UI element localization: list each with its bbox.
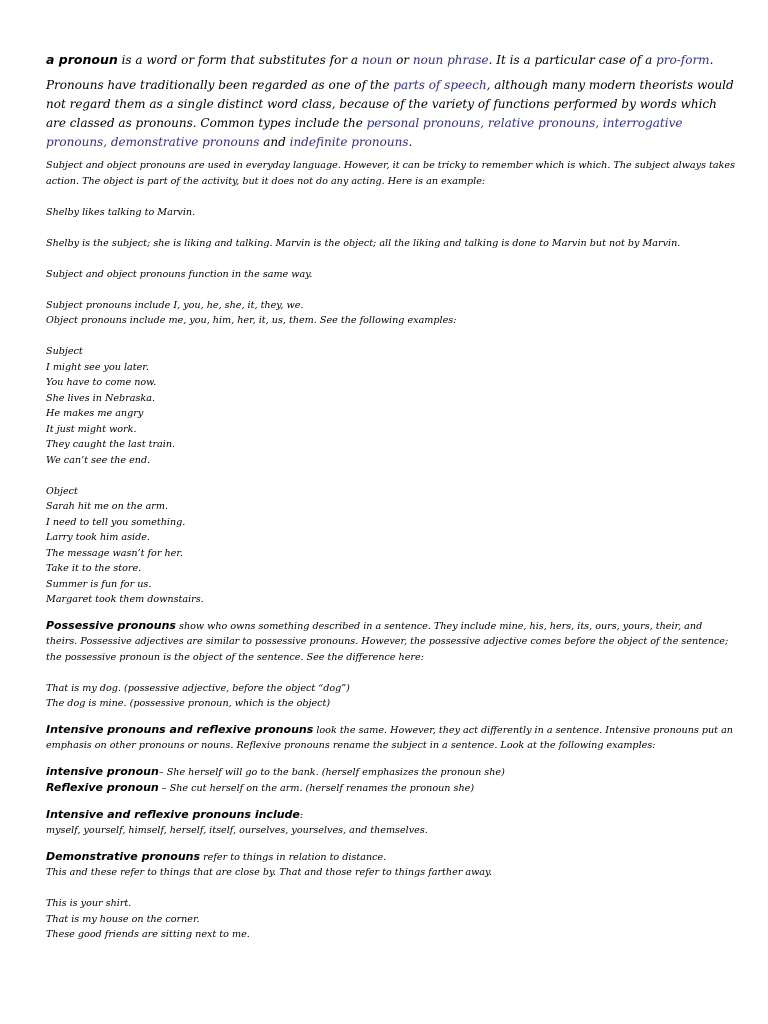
subject-example-line: We can’t see the end. xyxy=(46,454,151,466)
pronoun-types-link[interactable]: personal pronouns, relative pronouns, interrogative pronouns, demonstrative pronouns xyxy=(46,116,683,149)
subject-pronoun-list: Subject pronouns include I, you, he, she, it, they, we. xyxy=(46,299,304,311)
object-example-line: I need to tell you something. xyxy=(46,516,186,528)
reflexive-example: Reflexive pronoun – She cut herself on the arm. (herself renames the pronoun she) xyxy=(46,781,475,794)
demonstrative-paragraph: Demonstrative pronouns refer to things in relation to distance. xyxy=(46,849,387,863)
demonstrative-heading: Demonstrative pronouns xyxy=(46,849,201,863)
possessive-paragraph: Possessive pronouns show who owns something described in a sentence. They include mine, his, hers, its, ours, yours, their, and theirs. Possessive adjectives are similar to possessive pronouns. However, the possessive adjective comes before the object of the sentence; the possessive pronoun is the object of the sentence. See the difference here: xyxy=(46,618,729,663)
object-examples-label: Object xyxy=(46,485,78,497)
reflexive-example-head: Reflexive pronoun xyxy=(46,781,159,794)
subject-example-line: I might see you later. xyxy=(46,361,149,373)
parts-of-speech-link[interactable]: parts of speech xyxy=(393,78,487,92)
object-example-line: Sarah hit me on the arm. xyxy=(46,501,169,512)
intro-paragraph: a pronoun is a word or form that substitutes for a noun or noun phrase. It is a particular case of a pro-form. xyxy=(46,52,714,67)
subject-object-intro: Subject and object pronouns are used in everyday language. However, it can be tricky to remember which is which. The subject always takes action. The object is part of the activity, but it does not do any acting. Here is an example: xyxy=(46,160,736,187)
function-note: Subject and object pronouns function in the same way. xyxy=(46,268,313,280)
intensive-paragraph: Intensive pronouns and reflexive pronouns look the same. However, they act differently in a sentence. Intensive pronouns put an emphasis on other pronouns or nouns. Reflexive pronouns rename the subject in a sentence. Look at the following examples: xyxy=(46,722,733,751)
noun-link[interactable]: noun xyxy=(361,53,393,67)
intensive-example-head: intensive pronoun xyxy=(46,764,159,778)
object-example-line: Larry took him aside. xyxy=(46,532,150,543)
intensive-include-heading: Intensive and reflexive pronouns include: xyxy=(46,807,304,821)
object-example-line: Take it to the store. xyxy=(46,563,142,574)
pro-form-link[interactable]: pro-form xyxy=(656,53,710,67)
possessive-example: That is my dog. (possessive adjective, before the object “dog”) xyxy=(46,682,350,694)
demonstrative-distance-note: This and these refer to things that are close by. That and those refer to things farther away. xyxy=(46,867,493,878)
demonstrative-example: These good friends are sitting next to me. xyxy=(46,929,250,940)
intensive-heading: Intensive pronouns and reflexive pronouns xyxy=(46,722,314,736)
subject-example-line: She lives in Nebraska. xyxy=(46,392,156,404)
pronoun-term: a pronoun xyxy=(46,52,118,67)
example-sentence: Shelby likes talking to Marvin. xyxy=(46,206,196,218)
object-pronoun-list: Object pronouns include me, you, him, her, it, us, them. See the following examples: xyxy=(46,315,457,326)
subject-example-line: They caught the last train. xyxy=(46,439,176,450)
indefinite-pronouns-link[interactable]: indefinite pronouns xyxy=(289,135,409,149)
example-explanation: Shelby is the subject; she is liking and talking. Marvin is the object; all the liking and talking is done to Marvin but not by Marvin. xyxy=(46,237,681,249)
possessive-heading: Possessive pronouns xyxy=(46,618,176,632)
noun-phrase-link[interactable]: noun phrase xyxy=(412,53,489,67)
intensive-include-list: myself, yourself, himself, herself, itself, ourselves, yourselves, and themselves. xyxy=(46,825,428,836)
possessive-example: The dog is mine. (possessive pronoun, which is the object) xyxy=(46,698,331,709)
demonstrative-example: This is your shirt. xyxy=(46,898,132,909)
intensive-example: intensive pronoun– She herself will go to the bank. (herself emphasizes the pronoun she) xyxy=(46,764,505,778)
demonstrative-example: That is my house on the corner. xyxy=(46,913,200,925)
subject-example-line: You have to come now. xyxy=(46,377,157,388)
subject-example-line: He makes me angry xyxy=(46,408,144,419)
object-example-line: The message wasn’t for her. xyxy=(46,547,183,559)
pronoun-types-paragraph: Pronouns have traditionally been regarded as one of the parts of speech, although many modern theorists would not regard them as a single distinct word class, because of the variety of functions performed by words which are classed as pronouns. Common types include the personal pronouns, relative pronouns, interrogative pronouns, demonstrative pronouns and indefinite pronouns. xyxy=(46,78,734,149)
subject-examples-label: Subject xyxy=(46,346,83,357)
subject-example-line: It just might work. xyxy=(46,423,137,435)
object-example-line: Summer is fun for us. xyxy=(46,578,152,590)
document-page xyxy=(46,50,736,943)
object-example-line: Margaret took them downstairs. xyxy=(46,594,204,605)
